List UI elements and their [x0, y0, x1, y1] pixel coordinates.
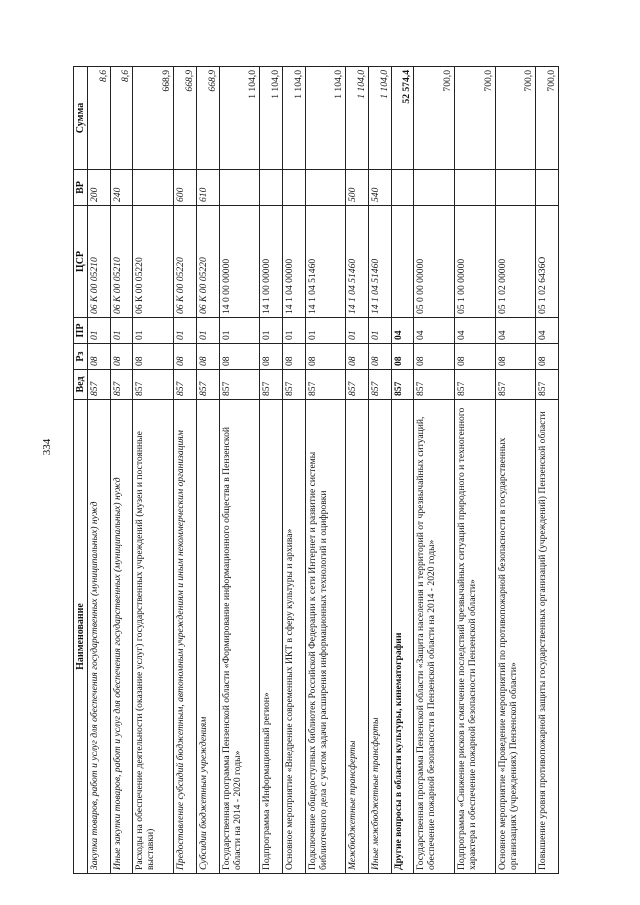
cell-vr	[219, 170, 260, 206]
cell-pr: 01	[368, 318, 391, 344]
column-header-vr: ВР	[74, 170, 88, 206]
cell-rz: 08	[174, 344, 197, 370]
column-header-pr: ПР	[74, 318, 88, 344]
cell-vr	[391, 170, 414, 206]
cell-vr	[454, 170, 495, 206]
table-row	[133, 67, 174, 874]
budget-table-container	[73, 67, 559, 874]
table-row	[305, 67, 346, 874]
page-number: 334	[41, 438, 53, 456]
cell-name: Другие вопросы в области культуры, кинематографии	[391, 400, 414, 874]
cell-csr: 14 1 04 51460	[368, 206, 391, 318]
cell-name: Иные закупки товаров, работ и услуг для обеспечения государственных (муниципальных) нужд	[110, 400, 133, 874]
cell-pr: 01	[260, 318, 283, 344]
table-row	[88, 67, 111, 874]
cell-ved: 857	[495, 370, 536, 400]
cell-ved: 857	[454, 370, 495, 400]
cell-pr: 04	[454, 318, 495, 344]
cell-ved: 857	[346, 370, 369, 400]
cell-vr: 200	[88, 170, 111, 206]
cell-rz: 08	[88, 344, 111, 370]
table-header-row	[74, 67, 88, 874]
cell-sum: 8,6	[110, 67, 133, 170]
cell-ved: 857	[110, 370, 133, 400]
cell-rz: 08	[454, 344, 495, 370]
cell-sum: 1 104,0	[219, 67, 260, 170]
cell-name: Государственная программа Пензенской области «Формирование информационного общества в Пензенской области на 2014 - 2020 годы»	[219, 400, 260, 874]
cell-rz: 08	[305, 344, 346, 370]
cell-csr: 05 0 00 00000	[414, 206, 455, 318]
cell-csr: 14 1 04 51460	[305, 206, 346, 318]
cell-rz: 08	[196, 344, 219, 370]
cell-sum: 668,9	[133, 67, 174, 170]
cell-vr	[305, 170, 346, 206]
cell-ved: 857	[196, 370, 219, 400]
cell-name: Субсидии бюджетным учреждениям	[196, 400, 219, 874]
cell-sum: 700,0	[495, 67, 536, 170]
column-header-csr: ЦСР	[74, 206, 88, 318]
cell-sum: 668,9	[196, 67, 219, 170]
cell-csr: 06 К 00 05220	[174, 206, 197, 318]
cell-vr	[536, 170, 559, 206]
cell-csr: 06 К 00 05220	[133, 206, 174, 318]
cell-vr	[260, 170, 283, 206]
budget-table	[73, 66, 559, 874]
column-header-ved: Вед	[74, 370, 88, 400]
cell-name: Повышение уровня противопожарной защиты государственных организаций (учреждений) Пензенской области	[536, 400, 559, 874]
cell-ved: 857	[174, 370, 197, 400]
table-row	[219, 67, 260, 874]
cell-rz: 08	[536, 344, 559, 370]
cell-pr: 01	[282, 318, 305, 344]
cell-csr: 05 1 02 00000	[495, 206, 536, 318]
table-row	[260, 67, 283, 874]
cell-name: Расходы на обеспечение деятельности (оказание услуг) государственных учреждений (музеи и постоянные выставки)	[133, 400, 174, 874]
cell-pr: 01	[133, 318, 174, 344]
cell-name: Предоставление субсидий бюджетным, автономным учреждениям и иным некоммерческим организациям	[174, 400, 197, 874]
cell-vr	[495, 170, 536, 206]
cell-rz: 08	[219, 344, 260, 370]
cell-csr: 06 К 00 05210	[110, 206, 133, 318]
cell-pr: 01	[196, 318, 219, 344]
cell-ved: 857	[260, 370, 283, 400]
cell-csr: 06 К 00 05210	[88, 206, 111, 318]
cell-sum: 1 104,0	[346, 67, 369, 170]
cell-csr: 14 1 04 51460	[346, 206, 369, 318]
cell-pr: 04	[391, 318, 414, 344]
cell-pr: 01	[174, 318, 197, 344]
cell-sum: 1 104,0	[282, 67, 305, 170]
table-body	[88, 67, 559, 874]
table-row	[536, 67, 559, 874]
cell-csr	[391, 206, 414, 318]
table-row	[346, 67, 369, 874]
table-row	[391, 67, 414, 874]
cell-rz: 08	[391, 344, 414, 370]
table-row	[110, 67, 133, 874]
cell-name: Закупка товаров, работ и услуг для обеспечения государственных (муниципальных) нужд	[88, 400, 111, 874]
cell-name: Межбюджетные трансферты	[346, 400, 369, 874]
cell-name: Основное мероприятие «Проведение мероприятий по противопожарной безопасности в государственных организациях (учреждениях) Пензенской области»	[495, 400, 536, 874]
cell-csr: 06 К 00 05220	[196, 206, 219, 318]
cell-pr: 01	[305, 318, 346, 344]
cell-vr	[133, 170, 174, 206]
cell-sum: 1 104,0	[368, 67, 391, 170]
cell-csr: 05 1 02 6436О	[536, 206, 559, 318]
cell-name: Государственная программа Пензенской области «Защита населения и территорий от чрезвычайных ситуаций, обеспечение пожарной безопасности в Пензенской области на 2014 - 2020 годы»	[414, 400, 455, 874]
cell-name: Подключение общедоступных библиотек Российской Федерации к сети Интернет и развитие системы библиотечного дела с учетом задачи расширения информационных технологий и оцифровки	[305, 400, 346, 874]
cell-ved: 857	[88, 370, 111, 400]
table-row	[196, 67, 219, 874]
cell-sum: 1 104,0	[260, 67, 283, 170]
cell-vr: 600	[174, 170, 197, 206]
cell-vr	[282, 170, 305, 206]
table-row	[454, 67, 495, 874]
cell-sum: 700,0	[536, 67, 559, 170]
table-row	[174, 67, 197, 874]
cell-ved: 857	[219, 370, 260, 400]
cell-sum: 8,6	[88, 67, 111, 170]
column-header-name: Наименование	[74, 400, 88, 874]
cell-vr: 540	[368, 170, 391, 206]
cell-ved: 857	[133, 370, 174, 400]
cell-ved: 857	[305, 370, 346, 400]
cell-ved: 857	[282, 370, 305, 400]
table-row	[414, 67, 455, 874]
cell-name: Основное мероприятие «Внедрение современных ИКТ в сферу культуры и архива»	[282, 400, 305, 874]
cell-pr: 01	[110, 318, 133, 344]
table-row	[368, 67, 391, 874]
cell-sum: 668,9	[174, 67, 197, 170]
cell-rz: 08	[110, 344, 133, 370]
cell-ved: 857	[536, 370, 559, 400]
cell-sum: 700,0	[414, 67, 455, 170]
cell-vr: 500	[346, 170, 369, 206]
cell-sum: 700,0	[454, 67, 495, 170]
cell-vr: 240	[110, 170, 133, 206]
cell-csr: 14 1 00 00000	[260, 206, 283, 318]
cell-csr: 14 0 00 00000	[219, 206, 260, 318]
cell-rz: 08	[346, 344, 369, 370]
column-header-rz: Рз	[74, 344, 88, 370]
cell-pr: 04	[536, 318, 559, 344]
cell-rz: 08	[368, 344, 391, 370]
cell-name: Подпрограмма «Информационный регион»	[260, 400, 283, 874]
table-frame	[73, 67, 559, 874]
table-row	[495, 67, 536, 874]
cell-pr: 01	[346, 318, 369, 344]
cell-pr: 01	[219, 318, 260, 344]
cell-csr: 05 1 00 00000	[454, 206, 495, 318]
cell-rz: 08	[414, 344, 455, 370]
cell-pr: 04	[414, 318, 455, 344]
cell-ved: 857	[414, 370, 455, 400]
cell-ved: 857	[368, 370, 391, 400]
cell-pr: 04	[495, 318, 536, 344]
cell-name: Подпрограмма «Снижение рисков и смягчение последствий чрезвычайных ситуаций природного и техногенного характера и обеспечение пожарной безопасности Пензенской области»	[454, 400, 495, 874]
cell-ved: 857	[391, 370, 414, 400]
cell-rz: 08	[282, 344, 305, 370]
table-row	[282, 67, 305, 874]
cell-csr: 14 1 04 00000	[282, 206, 305, 318]
cell-vr: 610	[196, 170, 219, 206]
cell-vr	[414, 170, 455, 206]
cell-rz: 08	[260, 344, 283, 370]
cell-sum: 1 104,0	[305, 67, 346, 170]
column-header-sum: Сумма	[74, 67, 88, 170]
cell-rz: 08	[133, 344, 174, 370]
cell-pr: 01	[88, 318, 111, 344]
cell-sum: 52 574,4	[391, 67, 414, 170]
cell-name: Иные межбюджетные трансферты	[368, 400, 391, 874]
cell-rz: 08	[495, 344, 536, 370]
